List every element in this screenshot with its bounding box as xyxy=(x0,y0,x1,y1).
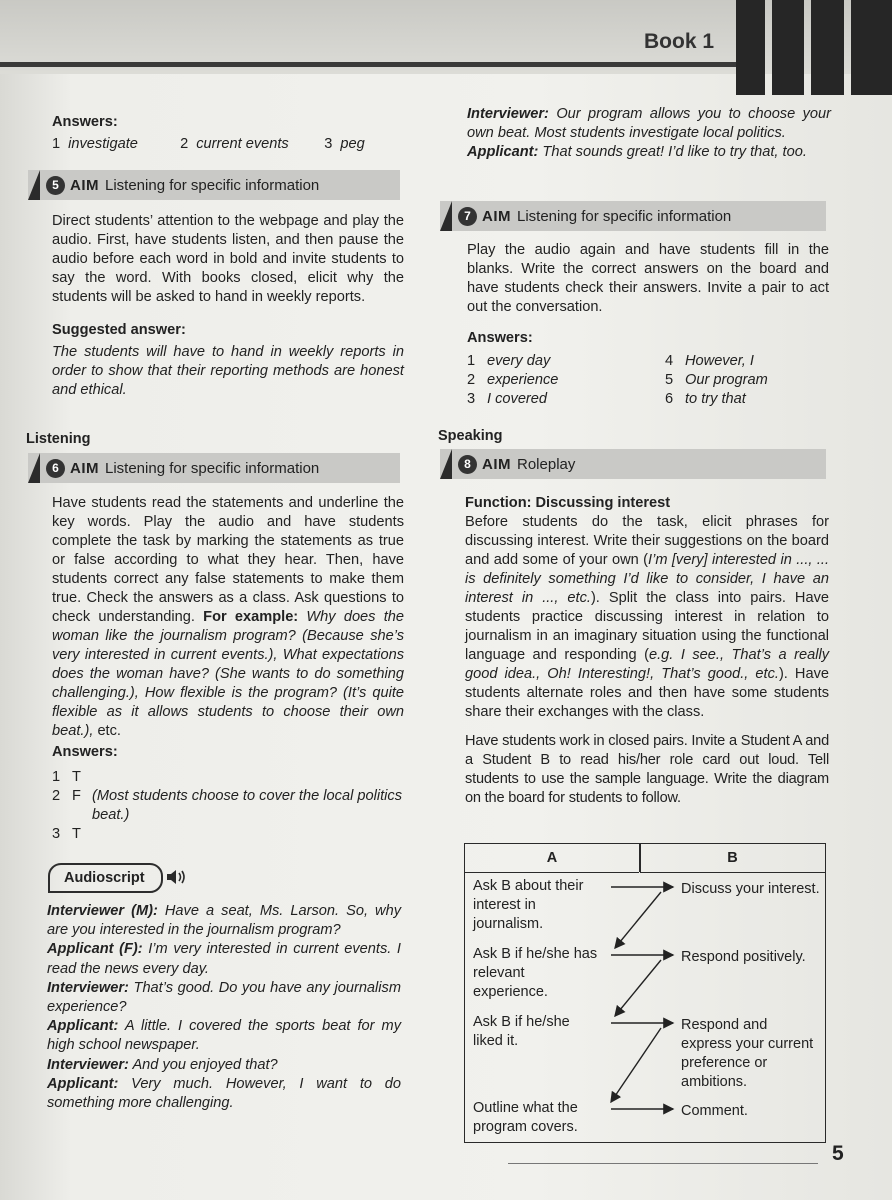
aim-number-badge: 5 xyxy=(46,176,65,195)
answer-value: T xyxy=(72,826,81,842)
answer-num: 2 xyxy=(467,372,476,388)
aim-5-banner xyxy=(28,170,400,200)
audioscript-label: Audioscript xyxy=(48,863,163,893)
aim-title: Listening for specific information xyxy=(105,459,320,477)
arrow-b-to-a xyxy=(611,1028,661,1102)
aim-number-badge: 8 xyxy=(458,455,477,474)
roleplay-diagram xyxy=(464,843,826,1143)
aim-5-instructions: Direct students’ attention to the webpage and play the audio. First, have students listen, and then pause the audio before each word in bold and invite students to say the word. With books closed, elicit why the students will be asked to hand in weekly reports. xyxy=(52,213,404,305)
speaker-name: Interviewer: xyxy=(467,106,549,122)
example-responses: e.g. I see., That’s a really good idea., Oh! Interesting!, That’s good., etc. xyxy=(465,647,829,682)
answer-value: F xyxy=(72,788,81,804)
script-line xyxy=(47,902,401,940)
aim-6-body xyxy=(52,494,404,741)
line-text: And you enjoyed that? xyxy=(132,1056,278,1073)
answers-heading: Answers: xyxy=(52,744,118,760)
answer-text: I covered xyxy=(487,391,548,407)
speaker-name: Applicant: xyxy=(47,1018,119,1035)
aim-title: Listening for specific information xyxy=(105,176,320,194)
script-line xyxy=(467,105,831,143)
aim-8-body xyxy=(465,494,829,808)
text-part: ). Have students alternate roles and then have some students share their exchanges with the class. xyxy=(465,666,829,720)
book-label: Book 1 xyxy=(644,30,715,53)
answer-row xyxy=(467,390,665,409)
column-a-header: A xyxy=(465,844,639,873)
instructions-text: Have students read the statements and underline the key words. Play the audio and have students complete the task by marking the statements as true or false according to what they hear. Then, have students correct any false statements to make them true. Check the answers as a class. Ask questions to check understanding. xyxy=(52,495,404,625)
suggested-answer-text: The students will have to hand in weekly reports in order to show that their reporting methods are honest and ethical. xyxy=(52,344,404,398)
answer-value: T xyxy=(72,769,81,785)
line-text: Our program allows you to choose your own beat. Most students investigate local politics. xyxy=(467,106,831,141)
answer-num: 4 xyxy=(665,353,674,369)
aim-label: AIM xyxy=(70,459,99,477)
speaker-name: Interviewer: xyxy=(47,1056,129,1073)
aim-5-body xyxy=(52,212,404,400)
script-line xyxy=(47,940,401,978)
answer-num: 6 xyxy=(665,391,674,407)
speaker-name: Applicant: xyxy=(47,1075,119,1092)
column-b-header: B xyxy=(640,844,825,873)
aim-7-answers xyxy=(467,352,829,409)
b-step: Comment. xyxy=(681,1103,748,1119)
speaking-heading: Speaking xyxy=(438,428,503,444)
aim-7-banner xyxy=(440,201,826,231)
answer-num: 3 xyxy=(467,391,476,407)
answer-row xyxy=(52,787,404,825)
text-part: ). Split the class into pairs. Have students practice discussing interest in relation to journalism in an imaginary situation using the functional language and responding ( xyxy=(465,590,830,663)
thumb-tab xyxy=(736,0,765,95)
aim-6-instructions xyxy=(52,494,404,741)
banner-notch xyxy=(28,170,40,200)
answer-row xyxy=(665,390,768,409)
thumb-tab xyxy=(772,0,804,95)
speaker-icon[interactable] xyxy=(166,868,188,886)
b-step: Respond positively. xyxy=(681,949,806,965)
script-line xyxy=(47,1075,401,1113)
page-number: 5 xyxy=(832,1142,844,1165)
a-step: Ask B about their interest in journalism. xyxy=(473,878,584,932)
aim-6-banner xyxy=(28,453,400,483)
footer-rule xyxy=(508,1163,818,1164)
aim-label: AIM xyxy=(70,176,99,194)
thumb-tab xyxy=(851,0,892,95)
a-step: Ask B if he/she liked it. xyxy=(473,1014,570,1049)
function-heading: Function: Discussing interest xyxy=(465,495,671,511)
answer-text: every day xyxy=(487,353,551,369)
text-part: Before students do the task, elicit phrases for discussing interest. Write their suggestions on the board and add some of your own ( xyxy=(465,514,829,568)
answer-num: 1 xyxy=(52,769,61,785)
etc-text: etc. xyxy=(97,723,121,739)
answer-row xyxy=(467,352,665,371)
aim-number-badge: 7 xyxy=(458,207,477,226)
answer-num: 1 xyxy=(52,136,61,152)
answer-row xyxy=(52,768,404,787)
aim-number-badge: 6 xyxy=(46,459,65,478)
aim-8-banner xyxy=(440,449,826,479)
thumb-tab xyxy=(811,0,844,95)
answers-top xyxy=(52,113,412,154)
speaker-name: Interviewer: xyxy=(47,979,129,996)
a-step: Ask B if he/she has relevant experience. xyxy=(473,946,598,1000)
line-text: I’m very interested in current events. I read the news every day. xyxy=(47,941,401,977)
answer-text: current events xyxy=(196,136,289,152)
speaker-name: Applicant (F): xyxy=(47,941,143,958)
answers-heading: Answers: xyxy=(52,114,118,130)
answer-num: 5 xyxy=(665,372,674,388)
answers-list xyxy=(52,135,412,154)
answer-text: Our program xyxy=(685,372,768,388)
script-line xyxy=(47,1056,401,1075)
for-example-label: For example: xyxy=(203,609,299,625)
answer-row xyxy=(665,371,768,390)
answer-text: peg xyxy=(340,136,365,152)
aim-6-answers xyxy=(52,743,404,844)
audioscript-continued xyxy=(467,105,831,162)
script-line xyxy=(467,143,831,162)
speaker-name: Applicant: xyxy=(467,144,539,160)
aim-title: Roleplay xyxy=(517,455,576,473)
arrow-b-to-a xyxy=(615,892,661,948)
script-line xyxy=(47,1017,401,1055)
listening-heading: Listening xyxy=(26,431,91,447)
answer-text: However, I xyxy=(685,353,754,369)
line-text: A little. I covered the sports beat for my high school newspaper. xyxy=(47,1018,401,1054)
aim-8-paragraph-1 xyxy=(465,513,829,722)
answer-row xyxy=(665,352,768,371)
speaker-name: Interviewer (M): xyxy=(47,903,158,919)
b-step: Discuss your interest. xyxy=(681,881,820,897)
answer-text: to try that xyxy=(685,391,746,407)
aim-label: AIM xyxy=(482,207,511,225)
banner-notch xyxy=(440,449,452,479)
answer-num: 1 xyxy=(467,353,476,369)
header-rule xyxy=(0,62,736,67)
aim-8-paragraph-2: Have students work in closed pairs. Invite a Student A and a Student B to read his/her role card out loud. Tell students to use the sample language. Write the diagram on the board for students to follow. xyxy=(465,733,830,806)
answer-row xyxy=(52,825,404,844)
example-phrases: I’m [very] interested in ..., ... is definitely something I’d like to consider, I have an interest in ..., etc. xyxy=(465,552,829,606)
aim-label: AIM xyxy=(482,455,511,473)
line-text: Very much. However, I want to do something more challenging. xyxy=(47,1075,401,1112)
a-step: Outline what the program covers. xyxy=(473,1100,578,1135)
answer-row xyxy=(467,371,665,390)
answer-text: experience xyxy=(487,372,559,388)
suggested-answer-heading: Suggested answer: xyxy=(52,322,186,338)
answer-text: investigate xyxy=(68,136,138,152)
answer-num: 3 xyxy=(324,136,333,152)
banner-notch xyxy=(440,201,452,231)
banner-notch xyxy=(28,453,40,483)
line-text: That sounds great! I’d like to try that, too. xyxy=(542,144,807,160)
aim-7-body xyxy=(467,241,829,348)
line-text: Have a seat, Ms. Larson. So, why are you interested in the journalism program? xyxy=(47,903,401,939)
aim-7-instructions: Play the audio again and have students fill in the blanks. Write the correct answers on the board and have students check their answers. Invite a pair to act out the conversation. xyxy=(467,242,829,315)
audioscript-body xyxy=(47,902,401,1113)
answer-num: 3 xyxy=(52,826,61,842)
answer-num: 2 xyxy=(52,788,61,804)
answer-note: (Most students choose to cover the local politics beat.) xyxy=(92,788,402,823)
column-divider xyxy=(639,844,641,872)
arrow-b-to-a xyxy=(615,960,661,1016)
script-line xyxy=(47,979,401,1017)
answers-heading: Answers: xyxy=(467,330,533,346)
example-questions: Why does the woman like the journalism program? (Because she’s very interested in current events.), What expectations does the woman have? (She wants to do something challenging.), How flexible is the program? (It’s quite flexible as it allows students to choose their own beat.), xyxy=(52,609,404,739)
line-text: That’s good. Do you have any journalism experience? xyxy=(47,979,401,1016)
aim-title: Listening for specific information xyxy=(517,207,732,225)
b-step: Respond and express your current preference or ambitions. xyxy=(681,1017,814,1090)
answer-num: 2 xyxy=(180,136,189,152)
